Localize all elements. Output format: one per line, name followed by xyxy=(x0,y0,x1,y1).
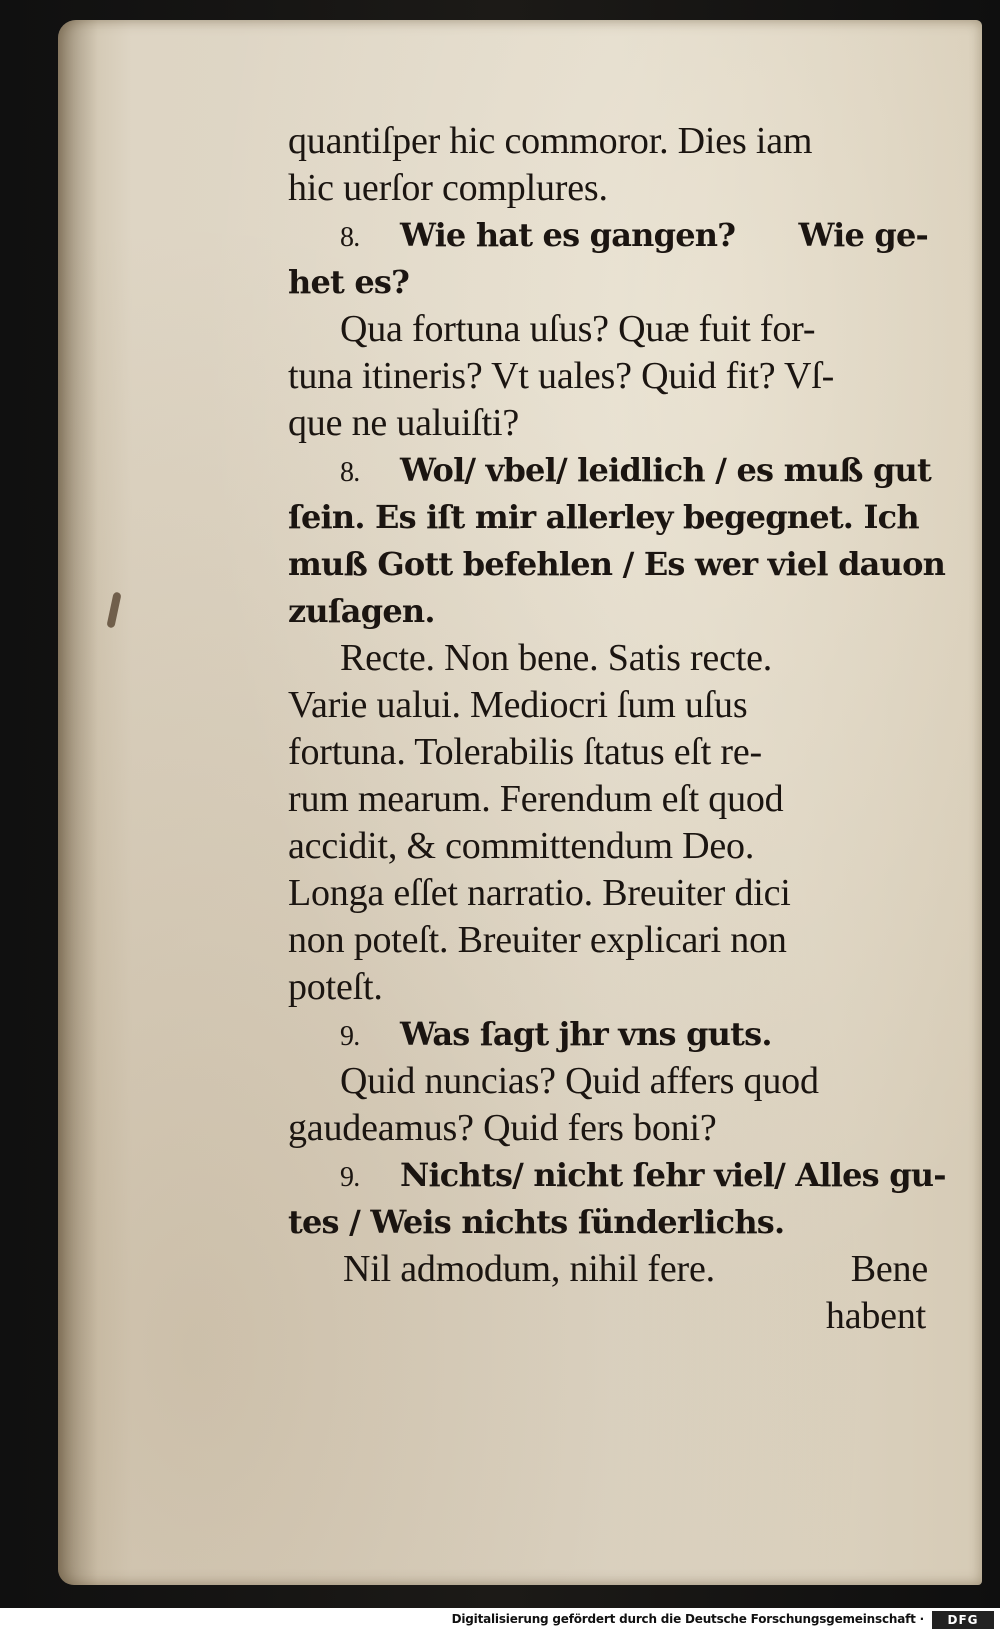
text-line: Qua fortuna uſus? Quæ fuit for- xyxy=(340,308,816,350)
text-line: Quid nuncias? Quid affers quod xyxy=(340,1060,819,1102)
german-phrase: Wie ge- xyxy=(798,216,928,254)
german-phrase: Nichts/ nicht ſehr viel/ Alles gu- xyxy=(400,1156,946,1194)
german-phrase: Wol/ vbel/ leidlich / es muß gut xyxy=(400,451,931,489)
text-line: rum mearum. Ferendum eſt quod xyxy=(288,778,784,820)
german-phrase: Was ſagt jhr vns guts. xyxy=(400,1015,772,1053)
text-line: Recte. Non bene. Satis recte. xyxy=(340,637,773,679)
section-number: 8. xyxy=(340,457,360,488)
catchword: habent xyxy=(825,1295,926,1337)
page-gutter-shadow xyxy=(58,20,98,1585)
text-line: Longa eſſet narratio. Breuiter dici xyxy=(288,872,791,914)
text-line: poteſt. xyxy=(288,966,383,1008)
latin-phrase: Nil admodum, nihil fere. xyxy=(343,1248,715,1290)
text-line: tuna itineris? Vt uales? Quid fit? Vſ- xyxy=(288,355,835,397)
text-line: Varie ualui. Mediocri ſum uſus xyxy=(288,684,748,726)
text-line: het es? xyxy=(288,263,410,301)
text-line: ſein. Es iſt mir allerley begegnet. Ich xyxy=(288,498,919,536)
footer-credit: Digitalisierung gefördert durch die Deutsche Forschungsgemeinschaft · xyxy=(451,1612,924,1626)
section-number: 9. xyxy=(340,1021,360,1052)
page-text xyxy=(288,118,946,1340)
latin-phrase: Bene xyxy=(850,1248,928,1290)
text-line: tes / Weis nichts ſünderlichs. xyxy=(288,1203,785,1241)
footer-bar xyxy=(0,1608,1000,1632)
text-line: zuſagen. xyxy=(288,592,435,630)
text-line: muß Gott befehlen / Es wer viel dauon xyxy=(288,545,946,583)
text-line xyxy=(288,1246,928,1293)
text-line: que ne ualuiſti? xyxy=(288,402,520,444)
dialogue-question xyxy=(288,212,928,259)
dialogue-answer xyxy=(288,1152,946,1199)
dfg-logo: DFG xyxy=(932,1611,994,1629)
text-line: non poteſt. Breuiter explicari non xyxy=(288,919,787,961)
text-line: hic uerſor complures. xyxy=(288,167,608,209)
german-phrase: Wie hat es gangen? xyxy=(400,216,736,254)
text-line: fortuna. Tolerabilis ſtatus eſt re- xyxy=(288,731,762,773)
text-line: accidit, & committendum Deo. xyxy=(288,825,755,867)
text-line: gaudeamus? Quid fers boni? xyxy=(288,1107,717,1149)
section-number: 9. xyxy=(340,1162,360,1193)
section-number: 8. xyxy=(340,222,360,253)
text-line: quantiſper hic commoror. Dies iam xyxy=(288,120,813,162)
dialogue-answer xyxy=(288,447,931,494)
dialogue-question xyxy=(288,1011,928,1058)
